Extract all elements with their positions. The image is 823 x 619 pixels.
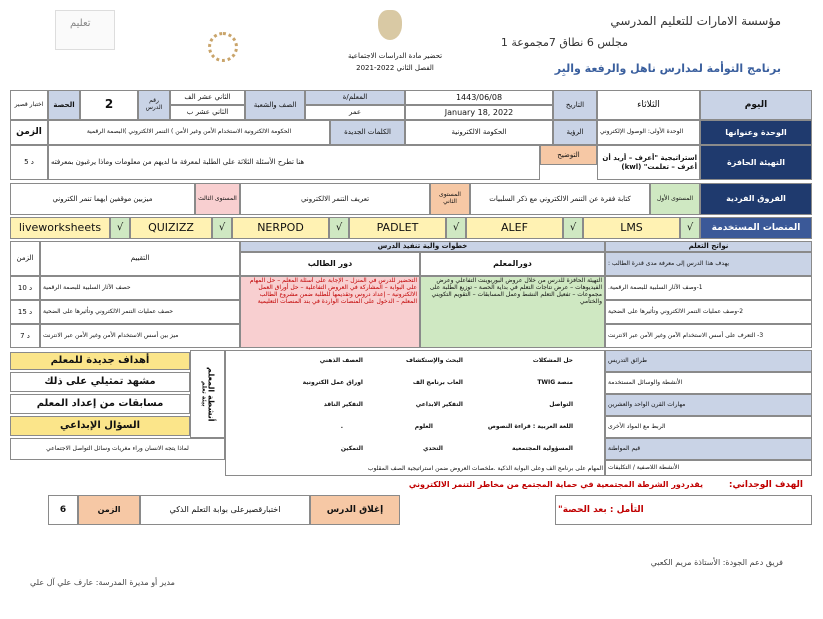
closing-time: 6 <box>48 495 78 525</box>
value-1: المسؤولية المجتمعية <box>512 445 573 452</box>
teacher-name: عمر <box>305 105 405 120</box>
student-role-text: التحضير للدرس في المنزل – الإجابة على أسئلة المعلم – حل المهام على البوابة – المشاركة في العروض التفاعلية – حل أوراق العمل الالكترونية – إعداد دروس وتقديمها للطلبة ضمن مشروع الطالب المعلم – الدخول على المنصات الواردة في بند المنصات التعليمية <box>240 276 420 348</box>
time-2: 15 د <box>10 300 40 324</box>
time-3: 7 د <box>10 324 40 348</box>
motivation-time: 5 د <box>10 145 48 180</box>
platform-padlet-check: √ <box>446 217 466 239</box>
time-1: 10 د <box>10 276 40 300</box>
platform-liveworksheets: liveworksheets <box>10 217 110 239</box>
org-name: مؤسسة الامارات للتعليم المدرسي <box>610 14 781 28</box>
teacher-role-label: دورالمعلم <box>420 252 605 276</box>
outcomes-label: نواتج التعلم <box>605 241 812 252</box>
teacher-goals-item-2: مسابقات من إعداد المعلم <box>10 394 190 414</box>
values-label: قيم المواطنة <box>605 438 812 460</box>
outcome-1: 1-وصف الآثار السلبية للبصمة الرقمية. <box>605 276 812 300</box>
session-label: الحصة <box>48 90 80 120</box>
value-3: التمكين <box>340 445 363 452</box>
steps-time-label: الزمن <box>10 241 40 276</box>
teaching-2: البحث والإستكشاف <box>406 357 463 364</box>
expo-logo-icon <box>208 32 238 62</box>
value-2: التحدي <box>422 445 443 452</box>
lesson-number: 2 <box>80 90 138 120</box>
platform-lms-check: √ <box>680 217 700 239</box>
class-label: الصف والشعبة <box>245 90 305 120</box>
link-2: العلوم <box>414 423 433 430</box>
skills-label: مهارات القرن الواحد والعشرين <box>605 394 812 416</box>
evaluation-3: ميز بين أسس الاستخدام الأمن وغير الأمن عبر الانترنت <box>40 324 240 348</box>
reflection-label: التأمل : بعد الحصة" <box>555 495 812 525</box>
taaleem-logo-icon <box>55 10 115 50</box>
vision-value: الحكومة الالكترونية <box>405 120 553 145</box>
teacher-label: المعلم/ة <box>305 90 405 105</box>
outcome-2: 2-وصف عمليات التنمر الالكتروني وتأثيرها على الضحية <box>605 300 812 324</box>
student-role-label: دور الطالب <box>240 252 420 276</box>
gregorian-date: January 18, 2022 <box>405 105 553 120</box>
homework-label: الأنشطة اللاصفية / التكليفات <box>605 460 812 476</box>
level-3-label: المستوى الثالث <box>195 183 240 215</box>
uae-emblem-icon <box>378 10 402 40</box>
evaluation-label: التقييم <box>40 241 240 276</box>
creative-question-label: السؤال الإبداعي <box>10 416 190 436</box>
skill-3: التفكير الناقد <box>323 401 363 408</box>
term-label: الفصل الثاني 2022-2021 <box>356 64 434 72</box>
outcomes-subtitle: يهدف هذا الدرس إلى معرفة مدى قدرة الطالب : <box>605 252 812 276</box>
teaching-methods-label: طرائق التدريس <box>605 350 812 372</box>
closing-time-label: الزمن <box>78 495 140 525</box>
teacher-goals-title: أهداف جديدة للمعلم <box>10 352 190 370</box>
motivation-label: التهيئة الحافزة <box>700 145 812 180</box>
level-3-text: ميزبين موقفين ايهما تنمر الكتروني <box>10 183 195 215</box>
hijri-date: 1443/06/08 <box>405 90 553 105</box>
date-label: التاريخ <box>553 90 597 120</box>
level-1-text: كتابة فقرة عن التنمر الالكتروني مع ذكر السلبيات <box>470 183 650 215</box>
level-2-label: المستوى الثاني <box>430 183 470 215</box>
evaluation-1: حصف الآثار السلبية للبصمة الرقمية <box>40 276 240 300</box>
skill-1: التواصل <box>549 401 573 408</box>
motivation-strategy: استراتيجية "أعرف – أريد أن أعرف – تعلمت" (kwl) <box>597 145 700 180</box>
link-3: . <box>340 423 343 430</box>
level-2-text: تعريف التنمر الالكتروني <box>240 183 430 215</box>
grade-2: الثاني عشر ب <box>170 105 245 120</box>
platform-alef-check: √ <box>563 217 583 239</box>
link-1: اللغة العربية : قراءة النصوص <box>487 423 573 430</box>
motivation-text: هنا تطرح الأسئلة الثلاثة على الطلبة لمعرفة ما لديهم من معلومات وماذا يرغبون بمعرفته <box>48 145 540 180</box>
explain-label: التوضيح <box>540 145 597 165</box>
teaching-3: العصف الذهني <box>319 357 363 364</box>
differentiation-label: الفروق الفردية <box>700 183 812 215</box>
day-value: الثلاثاء <box>597 90 700 120</box>
platform-liveworksheets-check: √ <box>110 217 130 239</box>
program-name: برنامج التوأمة لمدارس ناهل والرفعة والبِر <box>554 62 781 75</box>
new-words-label: الكلمات الجديدة <box>330 120 405 145</box>
platform-quizizz-check: √ <box>212 217 232 239</box>
platform-lms: LMS <box>583 217 680 239</box>
activity-1: منصة TWIG <box>537 379 573 386</box>
platform-quizizz: QUIZIZZ <box>130 217 212 239</box>
unit-value: الوحدة الأولى: الوصول الإلكتروني <box>597 120 700 145</box>
new-words-value: الحكومة الالكترونية الاستخدام الأمن وغير الأمن ) التنمر الالكتروني )البصمة الرقمية <box>48 120 330 145</box>
level-1-label: المستوى الأول <box>650 183 700 215</box>
close-lesson-text: اختبارقصيرعلى بوابة التعلم الذكي <box>140 495 310 525</box>
day-label: اليوم <box>700 90 812 120</box>
quality-team: فريق دعم الجودة: الأستاذة مريم الكعبي <box>650 558 783 567</box>
creative-question-text: لماذا يتجه الانسان وراء مغريات وسائل التواصل الاجتماعي <box>10 438 225 460</box>
side-sub: بيئة تعلم <box>200 381 208 407</box>
platforms-label: المنصات المستخدمة <box>700 217 812 239</box>
platform-padlet: PADLET <box>349 217 446 239</box>
platform-nerpod-check: √ <box>329 217 349 239</box>
taaleem-logo-text: تعليم <box>70 18 91 29</box>
activity-3: اوراق عمل الكترونية <box>302 379 363 386</box>
methods-border <box>225 350 605 476</box>
council-name: مجلس 6 نطاق 7مجموعة 1 <box>500 36 628 49</box>
link-label: الربط مع المواد الأخرى <box>605 416 812 438</box>
skill-2: التفكير الابداعي <box>415 401 463 408</box>
outcome-3: 3- التعرف على أسس الاستخدام الآمن وغير الآمن عبر الانترنت <box>605 324 812 348</box>
activity-2: العاب برنامج الف <box>412 379 463 386</box>
teacher-role-text: التهيئة الحافزة للدرس من خلال عروض البوربوينت التفاعلي وعرض الفيديوهات – عرض نتاجات التعلم في بداية الحصة – توزيع الطلبة على مجموعات – تفعيل التعلم النشط وعمل المسابقات – التقويم التكويني والختامي <box>420 276 605 348</box>
affective-label: الهدف الوجداني: <box>728 480 803 490</box>
time-label: الزمن <box>10 120 48 145</box>
unit-label: الوحدة وعنوانها <box>700 120 812 145</box>
platform-nerpod: NERPOD <box>232 217 329 239</box>
vision-label: الرؤية <box>553 120 597 145</box>
homework-text: المهام على برنامج الف وعلى البوابة الذكية .ملخصات العروض ضمن استراتيجية الصف المقلوب <box>367 465 603 472</box>
subject-title: تحضير مادة الدراسات الاجتماعية <box>347 52 443 60</box>
affective-text: يقدردور الشرطة المجتمعية في حماية المجتمع من مخاطر التنمر الالكتروني <box>408 480 703 489</box>
grade-1: الثاني عشر الف <box>170 90 245 105</box>
activities-label: الأنشطة والوسائل المستخدمة <box>605 372 812 394</box>
principal-name: مدير أو مديرة المدرسة: عارف علي آل علي <box>30 578 175 587</box>
teaching-1: حل المشكلات <box>532 357 573 364</box>
steps-title: خطوات وآلية تنفيذ الدرس <box>240 241 605 252</box>
platform-alef: ALEF <box>466 217 563 239</box>
evaluation-2: حصف عمليات التنمر الالكتروني وتأثيرها على الضحية <box>40 300 240 324</box>
assessment-label: اختبار قصير <box>10 90 48 120</box>
teacher-activities-side <box>190 350 225 438</box>
close-lesson-label: إغلاق الدرس <box>310 495 400 525</box>
lesson-number-label: رقم الدرس <box>138 90 170 120</box>
teacher-goals-item-1: مشهد تمثيلي على ذلك <box>10 372 190 392</box>
side-label: أنشطة المعلم <box>206 366 216 422</box>
